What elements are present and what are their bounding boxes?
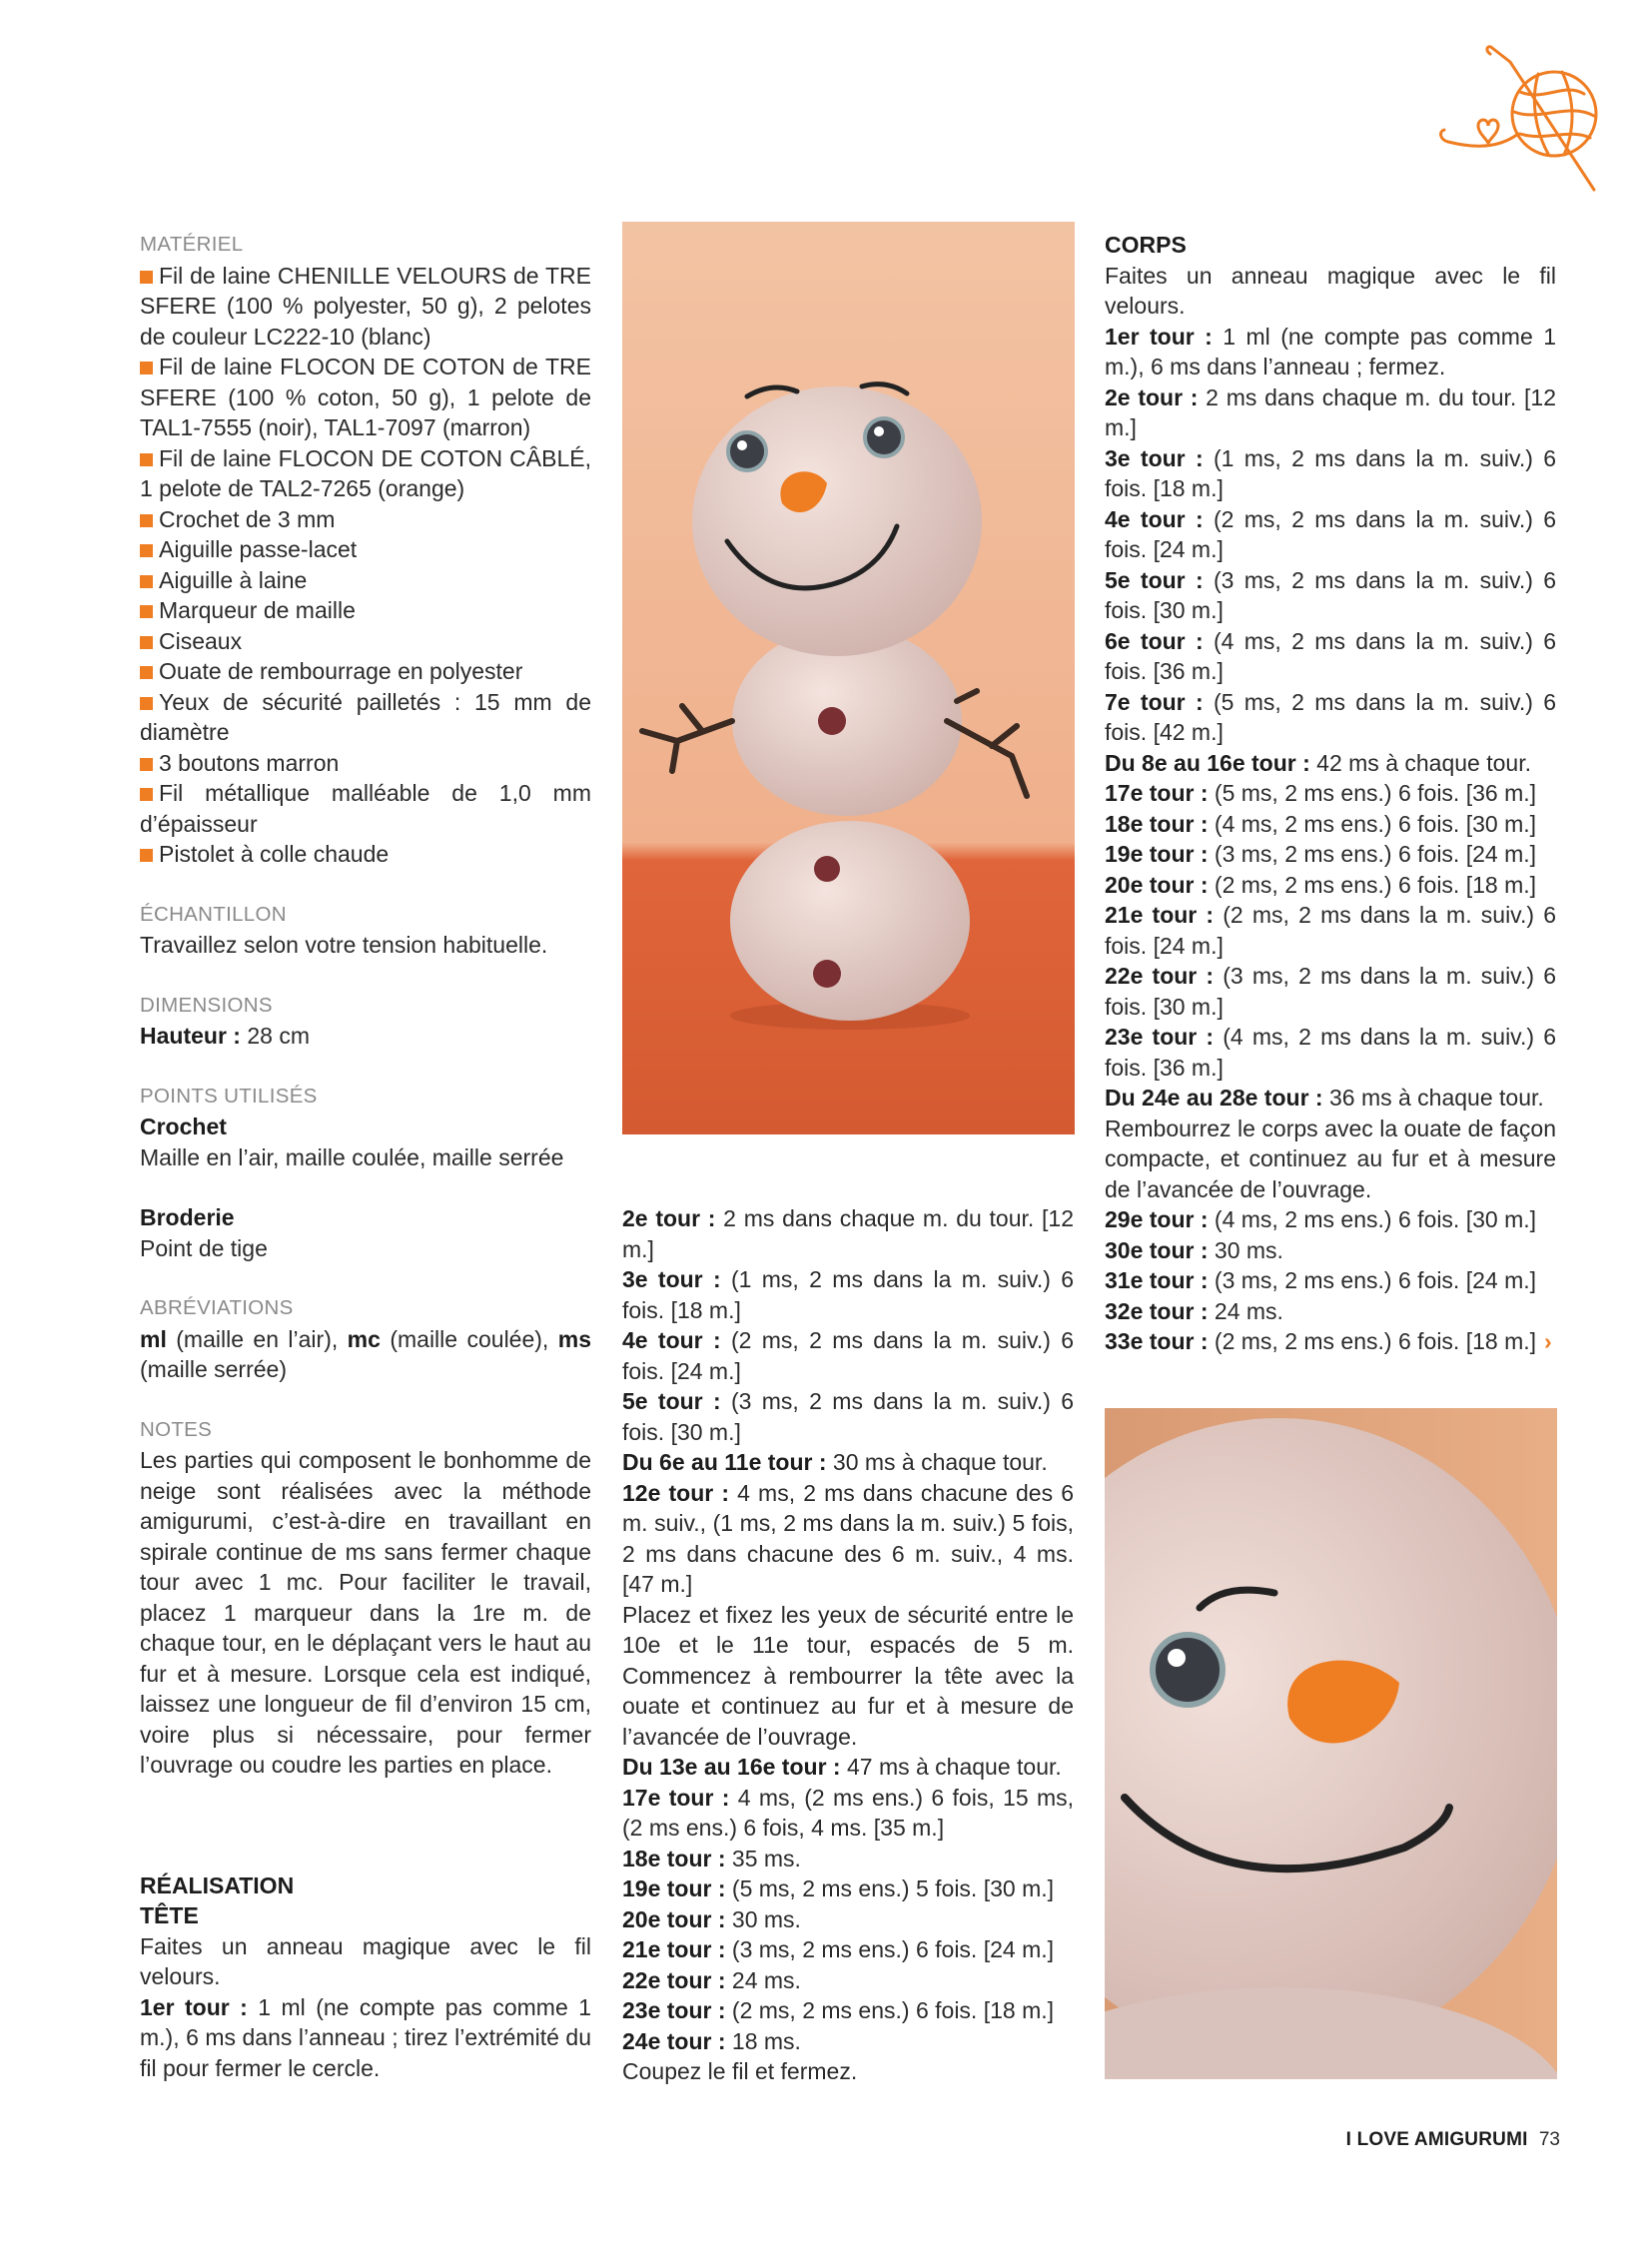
points-title: POINTS UTILISÉS bbox=[140, 1084, 318, 1108]
round-text: (2 ms, 2 ms dans la m. suiv.) 6 fois. [24 m.] bbox=[1105, 505, 1557, 562]
tete-round bbox=[622, 1478, 1074, 1600]
tete-round bbox=[622, 1264, 1074, 1325]
materiel-item: Ouate de rembourrage en polyester bbox=[140, 656, 591, 687]
broderie-text: Point de tige bbox=[140, 1234, 268, 1261]
round-text: Placez et fixez les yeux de sécurité entre le 10e et le 11e tour, espacés de 5 m. Commencez à rembourrer la tête avec la ouate et continuez au fur et à mesure de l’avancée de l’ouvrage. bbox=[622, 1601, 1074, 1750]
round-label: 30e tour : bbox=[1105, 1236, 1209, 1263]
corps-round bbox=[1105, 443, 1556, 504]
echantillon-title: ÉCHANTILLON bbox=[140, 902, 287, 926]
square-bullet-icon bbox=[140, 758, 153, 771]
round-text: (1 ms, 2 ms dans la m. suiv.) 6 fois. [18 m.] bbox=[1105, 444, 1557, 501]
materiel-item: Fil de laine FLOCON DE COTON de TRE SFERE (100 % coton, 50 g), 1 pelote de TAL1-7555 (noir), TAL1-7097 (marron) bbox=[140, 354, 591, 440]
round-text: (2 ms, 2 ms dans la m. suiv.) 6 fois. [24 m.] bbox=[622, 1327, 1075, 1384]
snowman-closeup-photo bbox=[1105, 1408, 1557, 2079]
tete-round bbox=[622, 1600, 1074, 1753]
corps-round bbox=[1105, 961, 1556, 1022]
corps-round bbox=[1105, 1265, 1556, 1296]
round-text: (5 ms, 2 ms dans la m. suiv.) 6 fois. [42 m.] bbox=[1105, 688, 1557, 745]
round-text: (4 ms, 2 ms dans la m. suiv.) 6 fois. [36 m.] bbox=[1105, 1024, 1556, 1081]
round-text: (3 ms, 2 ms dans la m. suiv.) 6 fois. [30 m.] bbox=[622, 1388, 1075, 1445]
round-label: 29e tour : bbox=[1105, 1206, 1209, 1232]
tete-round bbox=[622, 1386, 1074, 1447]
round-text: 30 ms. bbox=[725, 1905, 801, 1932]
corps-round bbox=[1105, 870, 1556, 901]
round-label: 17e tour : bbox=[622, 1784, 730, 1811]
square-bullet-icon bbox=[140, 453, 153, 466]
round-text: (3 ms, 2 ms ens.) 6 fois. [24 m.] bbox=[725, 1936, 1055, 1962]
abbr-ms: ms bbox=[557, 1325, 591, 1352]
materiel-item: Marqueur de maille bbox=[140, 595, 591, 626]
round-label: 22e tour : bbox=[622, 1966, 726, 1993]
corps-round bbox=[1105, 809, 1556, 840]
square-bullet-icon bbox=[140, 271, 153, 284]
tete-round bbox=[622, 1934, 1074, 1965]
round-label: 19e tour : bbox=[1105, 841, 1209, 867]
tete-round bbox=[622, 2026, 1074, 2057]
square-bullet-icon bbox=[140, 849, 153, 862]
round-text: 18 ms. bbox=[725, 2027, 801, 2054]
round-text: (3 ms, 2 ms dans la m. suiv.) 6 fois. [30 m.] bbox=[1105, 566, 1557, 623]
round-text: (4 ms, 2 ms ens.) 6 fois. [30 m.] bbox=[1208, 810, 1537, 837]
corps-round bbox=[1105, 900, 1556, 961]
tete-round bbox=[622, 1995, 1074, 2026]
continue-arrow-icon: › bbox=[1544, 1328, 1552, 1354]
round-text: (5 ms, 2 ms ens.) 6 fois. [36 m.] bbox=[1208, 780, 1537, 806]
round-text: Faites un anneau magique avec le fil velours. bbox=[1105, 262, 1556, 319]
round-label: 2e tour : bbox=[622, 1205, 716, 1231]
tete-round bbox=[622, 1325, 1074, 1386]
round-text: (2 ms, 2 ms ens.) 6 fois. [18 m.] bbox=[1208, 871, 1537, 898]
materiel-item: Fil de laine FLOCON DE COTON CÂBLÉ, 1 pelote de TAL2-7265 (orange) bbox=[140, 444, 591, 501]
crochet-text: Maille en l’air, maille coulée, maille serrée bbox=[140, 1143, 564, 1170]
materiel-item: Yeux de sécurité pailletés : 15 mm de diamètre bbox=[140, 688, 591, 745]
round-label: 7e tour : bbox=[1105, 688, 1204, 715]
round-label: 19e tour : bbox=[622, 1875, 726, 1901]
page-footer bbox=[1346, 2125, 1560, 2156]
square-bullet-icon bbox=[140, 666, 153, 679]
round-label: 17e tour : bbox=[1105, 780, 1209, 806]
abreviations-title: ABRÉVIATIONS bbox=[140, 1296, 294, 1319]
magazine-name: I LOVE AMIGURUMI bbox=[1345, 2129, 1528, 2150]
round-text: 24 ms. bbox=[1208, 1297, 1283, 1324]
materiel-list bbox=[140, 261, 591, 870]
square-bullet-icon bbox=[140, 514, 153, 527]
round-label: 3e tour : bbox=[622, 1266, 721, 1292]
round-label: 5e tour : bbox=[1105, 566, 1204, 593]
materiel-item: Fil de laine CHENILLE VELOURS de TRE SFERE (100 % polyester, 50 g), 2 pelotes de couleur LC222-10 (blanc) bbox=[140, 262, 591, 350]
round-label: 20e tour : bbox=[622, 1905, 726, 1932]
round-text: (3 ms, 2 ms dans la m. suiv.) 6 fois. [30 m.] bbox=[1105, 963, 1556, 1020]
corps-round bbox=[1105, 1114, 1556, 1205]
square-bullet-icon bbox=[140, 575, 153, 588]
tete-round-1 bbox=[140, 1992, 591, 2084]
round-label: Du 13e au 16e tour : bbox=[622, 1754, 841, 1780]
abbr-ml-def: (maille en l’air), bbox=[166, 1325, 348, 1352]
corps-round bbox=[1105, 1022, 1556, 1083]
tete-round bbox=[622, 1752, 1074, 1783]
square-bullet-icon bbox=[140, 636, 153, 649]
round-label: 6e tour : bbox=[1105, 627, 1204, 654]
square-bullet-icon bbox=[140, 605, 153, 618]
realisation-title: RÉALISATION bbox=[140, 1871, 295, 1898]
head bbox=[692, 386, 982, 656]
notes-title: NOTES bbox=[140, 1417, 213, 1441]
yarn-ball-logo-icon bbox=[1434, 42, 1614, 202]
crochet-label: Crochet bbox=[140, 1114, 227, 1139]
corps-round bbox=[1105, 1204, 1556, 1235]
round-label: Du 6e au 11e tour : bbox=[622, 1449, 827, 1475]
round-text: 4 ms, 2 ms dans chacune des 6 m. suiv., (1 ms, 2 ms dans la m. suiv.) 5 fois, 2 ms dans chacune des 6 m. suiv., 4 ms. [47 m.] bbox=[622, 1479, 1074, 1597]
round-label: 24e tour : bbox=[622, 2027, 726, 2054]
tete-title: TÊTE bbox=[140, 1902, 199, 1928]
corps-round bbox=[1105, 565, 1556, 626]
abbr-mc-def: (maille coulée), bbox=[380, 1325, 558, 1352]
round-text: (1 ms, 2 ms dans la m. suiv.) 6 fois. [18 m.] bbox=[622, 1266, 1075, 1323]
round-text: Rembourrez le corps avec la ouate de façon compacte, et continuez au fur et à mesure de l’avancée de l’ouvrage. bbox=[1105, 1115, 1556, 1202]
abreviations-text bbox=[140, 1324, 591, 1385]
round-label: 21e tour : bbox=[622, 1936, 726, 1962]
round-label: 32e tour : bbox=[1105, 1297, 1209, 1324]
tete-round bbox=[622, 1904, 1074, 1935]
square-bullet-icon bbox=[140, 697, 153, 710]
round-text: 2 ms dans chaque m. du tour. [12 m.] bbox=[622, 1205, 1075, 1262]
dimensions-value: 28 cm bbox=[240, 1023, 310, 1049]
round-text: 2 ms dans chaque m. du tour. [12 m.] bbox=[1105, 383, 1557, 440]
tete-round bbox=[622, 1783, 1074, 1844]
bottom-ball bbox=[730, 821, 970, 1021]
snowman-photo bbox=[622, 222, 1075, 1134]
corps-round bbox=[1105, 322, 1556, 382]
materiel-item: Crochet de 3 mm bbox=[140, 504, 591, 535]
round-text: (3 ms, 2 ms ens.) 6 fois. [24 m.] bbox=[1208, 1267, 1537, 1293]
tete-round bbox=[622, 1203, 1074, 1264]
corps-column bbox=[1105, 230, 1556, 1357]
round-text: 47 ms à chaque tour. bbox=[840, 1754, 1062, 1780]
round-label: 31e tour : bbox=[1105, 1267, 1209, 1293]
corps-round bbox=[1105, 261, 1556, 322]
round-text: 1 ml (ne compte pas comme 1 m.), 6 ms dans l’anneau ; tirez l’extrémité du fil pour fermer le cercle. bbox=[140, 1993, 591, 2081]
corps-round bbox=[1105, 1235, 1556, 1266]
round-text: (5 ms, 2 ms ens.) 5 fois. [30 m.] bbox=[725, 1875, 1055, 1901]
corps-rows bbox=[1105, 261, 1556, 1357]
square-bullet-icon bbox=[140, 788, 153, 801]
round-text: 30 ms. bbox=[1208, 1236, 1283, 1263]
echantillon-text: Travaillez selon votre tension habituelle. bbox=[140, 932, 548, 958]
round-text: 42 ms à chaque tour. bbox=[1309, 749, 1531, 776]
round-text: 36 ms à chaque tour. bbox=[1322, 1085, 1544, 1111]
round-label: 4e tour : bbox=[622, 1327, 721, 1353]
tete-round bbox=[622, 2056, 1074, 2087]
round-label: 4e tour : bbox=[1105, 505, 1204, 532]
materiel-item: 3 boutons marron bbox=[140, 748, 591, 779]
corps-round bbox=[1105, 1296, 1556, 1327]
materiel-item: Aiguille passe-lacet bbox=[140, 534, 591, 565]
square-bullet-icon bbox=[140, 544, 153, 557]
corps-round bbox=[1105, 382, 1556, 443]
round-text: (2 ms, 2 ms ens.) 6 fois. [18 m.] bbox=[1208, 1328, 1537, 1354]
round-text: (2 ms, 2 ms dans la m. suiv.) 6 fois. [24 m.] bbox=[1105, 902, 1556, 959]
round-text: 4 ms, (2 ms ens.) 6 fois, 15 ms, (2 ms ens.) 6 fois, 4 ms. [35 m.] bbox=[622, 1784, 1074, 1841]
round-label: 20e tour : bbox=[1105, 871, 1209, 898]
tete-round bbox=[622, 1873, 1074, 1904]
corps-round bbox=[1105, 626, 1556, 687]
tete-round bbox=[622, 1965, 1074, 1996]
square-bullet-icon bbox=[140, 362, 153, 374]
dimensions-row bbox=[140, 1021, 591, 1052]
corps-round bbox=[1105, 1083, 1556, 1114]
round-label: 18e tour : bbox=[622, 1845, 726, 1871]
corps-round bbox=[1105, 839, 1556, 870]
round-label: 23e tour : bbox=[1105, 1024, 1215, 1050]
round-text: (3 ms, 2 ms ens.) 6 fois. [24 m.] bbox=[1208, 841, 1537, 867]
round-label: 2e tour : bbox=[1105, 383, 1199, 410]
round-label: 12e tour : bbox=[622, 1479, 729, 1506]
round-label: 22e tour : bbox=[1105, 963, 1215, 989]
round-text: 30 ms à chaque tour. bbox=[826, 1449, 1048, 1475]
page-number: 73 bbox=[1538, 2129, 1560, 2150]
dimensions-label: Hauteur : bbox=[140, 1023, 241, 1049]
corps-title: CORPS bbox=[1105, 232, 1187, 258]
broderie-label: Broderie bbox=[140, 1204, 235, 1230]
round-text: (4 ms, 2 ms ens.) 6 fois. [30 m.] bbox=[1208, 1206, 1537, 1232]
tete-suite-column bbox=[622, 1203, 1074, 2087]
tete-round bbox=[622, 1447, 1074, 1478]
round-label: Du 8e au 16e tour : bbox=[1105, 749, 1310, 776]
round-label: 23e tour : bbox=[622, 1997, 726, 2023]
round-label: 21e tour : bbox=[1105, 902, 1215, 928]
left-column bbox=[140, 230, 591, 2083]
round-text: (2 ms, 2 ms ens.) 6 fois. [18 m.] bbox=[725, 1997, 1055, 2023]
corps-round bbox=[1105, 504, 1556, 565]
corps-round bbox=[1105, 748, 1556, 779]
dimensions-title: DIMENSIONS bbox=[140, 993, 273, 1017]
round-text: 35 ms. bbox=[725, 1845, 801, 1871]
corps-round bbox=[1105, 1326, 1556, 1357]
round-text: 1 ml (ne compte pas comme 1 m.), 6 ms dans l’anneau ; fermez. bbox=[1105, 323, 1556, 379]
materiel-item: Ciseaux bbox=[140, 626, 591, 657]
abbr-ms-def: (maille serrée) bbox=[140, 1356, 287, 1382]
materiel-item: Aiguille à laine bbox=[140, 565, 591, 596]
round-label: 1er tour : bbox=[1105, 323, 1213, 350]
materiel-item: Pistolet à colle chaude bbox=[140, 839, 591, 870]
materiel-item: Fil métallique malléable de 1,0 mm d’épaisseur bbox=[140, 780, 591, 837]
round-label: 5e tour : bbox=[622, 1388, 721, 1414]
abbr-ml: ml bbox=[140, 1325, 167, 1352]
round-text: 24 ms. bbox=[725, 1966, 801, 1993]
round-label: 33e tour : bbox=[1105, 1328, 1209, 1354]
round-text: Coupez le fil et fermez. bbox=[622, 2058, 858, 2084]
round-label: Du 24e au 28e tour : bbox=[1105, 1085, 1323, 1111]
corps-round bbox=[1105, 778, 1556, 809]
notes-text: Les parties qui composent le bonhomme de neige sont réalisées avec la méthode amigurumi, c’est-à-dire en travaillant en spirale continue de ms sans fermer chaque tour avec 1 mc. Pour faciliter le travail, placez 1 marqueur dans la 1re m. de chaque tour, en le déplaçant vers le haut au fur et à mesure. Lorsque cela est indiqué, laissez une longueur de fil d’environ 15 cm, voire plus si nécessaire, pour fermer l’ouvrage ou coudre les parties en place. bbox=[140, 1447, 591, 1778]
abbr-mc: mc bbox=[347, 1325, 381, 1352]
round-label: 18e tour : bbox=[1105, 810, 1209, 837]
round-label: 3e tour : bbox=[1105, 444, 1204, 471]
tete-intro: Faites un anneau magique avec le fil velours. bbox=[140, 1932, 591, 1989]
tete-round bbox=[622, 1844, 1074, 1874]
corps-round bbox=[1105, 687, 1556, 748]
round-text: (4 ms, 2 ms dans la m. suiv.) 6 fois. [36 m.] bbox=[1105, 627, 1557, 684]
round-label: 1er tour : bbox=[140, 1993, 248, 2020]
materiel-title: MATÉRIEL bbox=[140, 233, 244, 256]
